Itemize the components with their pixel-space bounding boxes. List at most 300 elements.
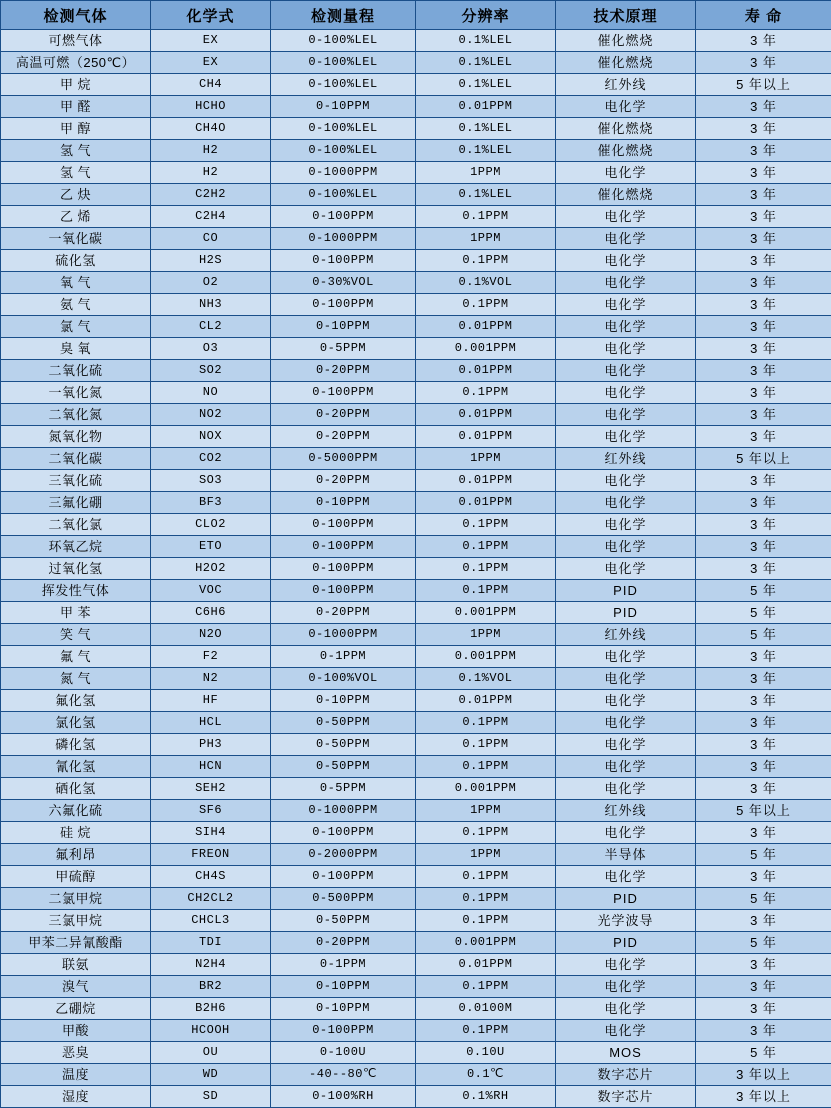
- table-row: [1, 294, 831, 316]
- cell-range: 0-10PPM: [271, 690, 416, 712]
- cell-formula: HCHO: [151, 96, 271, 118]
- cell-formula: BR2: [151, 976, 271, 998]
- cell-range: 0-100PPM: [271, 536, 416, 558]
- cell-range: 0-100U: [271, 1042, 416, 1064]
- cell-resolution: 0.1%VOL: [416, 272, 556, 294]
- cell-formula: H2: [151, 162, 271, 184]
- cell-range: 0-10PPM: [271, 998, 416, 1020]
- cell-technology: PID: [556, 888, 696, 910]
- cell-range: 0-20PPM: [271, 470, 416, 492]
- cell-gas: 二氧化氯: [1, 514, 151, 536]
- cell-technology: 电化学: [556, 712, 696, 734]
- cell-gas: 甲硫醇: [1, 866, 151, 888]
- cell-technology: 电化学: [556, 272, 696, 294]
- cell-gas: 三氯甲烷: [1, 910, 151, 932]
- cell-gas: 三氧化硫: [1, 470, 151, 492]
- column-header-resolution: 分辨率: [416, 1, 556, 30]
- cell-lifetime: 3 年: [696, 184, 831, 206]
- table-row: [1, 778, 831, 800]
- column-header-gas: 检测气体: [1, 1, 151, 30]
- cell-range: 0-30%VOL: [271, 272, 416, 294]
- cell-range: 0-1000PPM: [271, 800, 416, 822]
- cell-technology: 光学波导: [556, 910, 696, 932]
- cell-gas: 硅 烷: [1, 822, 151, 844]
- cell-gas: 高温可燃（250℃）: [1, 52, 151, 74]
- cell-lifetime: 3 年: [696, 778, 831, 800]
- cell-gas: 磷化氢: [1, 734, 151, 756]
- cell-lifetime: 3 年: [696, 514, 831, 536]
- cell-lifetime: 3 年: [696, 712, 831, 734]
- cell-gas: 氮 气: [1, 668, 151, 690]
- cell-resolution: 0.1PPM: [416, 536, 556, 558]
- cell-range: 0-100%LEL: [271, 140, 416, 162]
- cell-lifetime: 3 年: [696, 646, 831, 668]
- table-row: [1, 250, 831, 272]
- cell-gas: 乙 炔: [1, 184, 151, 206]
- cell-gas: 臭 氧: [1, 338, 151, 360]
- cell-resolution: 0.1PPM: [416, 734, 556, 756]
- cell-range: 0-20PPM: [271, 404, 416, 426]
- cell-technology: 电化学: [556, 756, 696, 778]
- cell-resolution: 0.01PPM: [416, 316, 556, 338]
- cell-range: 0-5PPM: [271, 778, 416, 800]
- cell-resolution: 1PPM: [416, 800, 556, 822]
- table-row: [1, 382, 831, 404]
- cell-formula: SEH2: [151, 778, 271, 800]
- table-row: [1, 844, 831, 866]
- cell-formula: C6H6: [151, 602, 271, 624]
- cell-resolution: 0.1%LEL: [416, 74, 556, 96]
- cell-technology: 红外线: [556, 448, 696, 470]
- cell-formula: CH4S: [151, 866, 271, 888]
- cell-formula: CH4: [151, 74, 271, 96]
- cell-lifetime: 3 年: [696, 96, 831, 118]
- cell-lifetime: 3 年: [696, 360, 831, 382]
- cell-lifetime: 3 年: [696, 118, 831, 140]
- cell-range: 0-10PPM: [271, 96, 416, 118]
- cell-resolution: 0.1%LEL: [416, 52, 556, 74]
- table-row: [1, 52, 831, 74]
- cell-technology: 电化学: [556, 294, 696, 316]
- cell-formula: CH4O: [151, 118, 271, 140]
- cell-range: 0-100PPM: [271, 382, 416, 404]
- cell-technology: 电化学: [556, 470, 696, 492]
- cell-formula: SF6: [151, 800, 271, 822]
- cell-lifetime: 5 年: [696, 580, 831, 602]
- cell-range: 0-1PPM: [271, 646, 416, 668]
- cell-gas: 甲 苯: [1, 602, 151, 624]
- cell-formula: ETO: [151, 536, 271, 558]
- cell-formula: CL2: [151, 316, 271, 338]
- cell-resolution: 0.1℃: [416, 1064, 556, 1086]
- cell-technology: 电化学: [556, 228, 696, 250]
- table-row: [1, 448, 831, 470]
- cell-formula: C2H2: [151, 184, 271, 206]
- cell-gas: 氢 气: [1, 140, 151, 162]
- cell-range: 0-50PPM: [271, 734, 416, 756]
- cell-resolution: 0.1PPM: [416, 888, 556, 910]
- table-row: [1, 646, 831, 668]
- cell-lifetime: 3 年: [696, 338, 831, 360]
- cell-technology: 电化学: [556, 866, 696, 888]
- cell-range: 0-100%VOL: [271, 668, 416, 690]
- cell-lifetime: 5 年以上: [696, 74, 831, 96]
- cell-resolution: 0.1PPM: [416, 580, 556, 602]
- cell-gas: 硫化氢: [1, 250, 151, 272]
- table-row: [1, 888, 831, 910]
- cell-technology: 电化学: [556, 734, 696, 756]
- cell-gas: 氧 气: [1, 272, 151, 294]
- cell-formula: CLO2: [151, 514, 271, 536]
- cell-range: 0-50PPM: [271, 910, 416, 932]
- cell-lifetime: 3 年: [696, 822, 831, 844]
- cell-lifetime: 3 年: [696, 954, 831, 976]
- cell-range: 0-50PPM: [271, 712, 416, 734]
- cell-range: 0-2000PPM: [271, 844, 416, 866]
- table-row: [1, 206, 831, 228]
- table-row: [1, 536, 831, 558]
- cell-range: 0-100PPM: [271, 250, 416, 272]
- cell-gas: 过氧化氢: [1, 558, 151, 580]
- cell-lifetime: 3 年: [696, 52, 831, 74]
- cell-gas: 氢 气: [1, 162, 151, 184]
- table-row: [1, 690, 831, 712]
- cell-formula: B2H6: [151, 998, 271, 1020]
- cell-formula: F2: [151, 646, 271, 668]
- cell-technology: 电化学: [556, 426, 696, 448]
- cell-formula: CHCL3: [151, 910, 271, 932]
- cell-gas: 可燃气体: [1, 30, 151, 52]
- cell-range: 0-100%RH: [271, 1086, 416, 1108]
- cell-formula: HCL: [151, 712, 271, 734]
- cell-technology: 红外线: [556, 74, 696, 96]
- cell-technology: 数字芯片: [556, 1086, 696, 1108]
- cell-range: -40--80℃: [271, 1064, 416, 1086]
- table-row: [1, 756, 831, 778]
- cell-gas: 二氧化硫: [1, 360, 151, 382]
- cell-resolution: 0.1PPM: [416, 382, 556, 404]
- cell-range: 0-100PPM: [271, 1020, 416, 1042]
- cell-technology: MOS: [556, 1042, 696, 1064]
- table-row: [1, 96, 831, 118]
- cell-lifetime: 5 年以上: [696, 800, 831, 822]
- cell-formula: HCN: [151, 756, 271, 778]
- cell-range: 0-100%LEL: [271, 74, 416, 96]
- cell-resolution: 1PPM: [416, 624, 556, 646]
- cell-technology: 电化学: [556, 954, 696, 976]
- cell-lifetime: 5 年: [696, 888, 831, 910]
- cell-range: 0-100PPM: [271, 822, 416, 844]
- cell-lifetime: 3 年: [696, 382, 831, 404]
- cell-gas: 甲苯二异氰酸酯: [1, 932, 151, 954]
- cell-gas: 二氧化碳: [1, 448, 151, 470]
- cell-lifetime: 3 年以上: [696, 1064, 831, 1086]
- cell-resolution: 0.001PPM: [416, 646, 556, 668]
- cell-formula: SO3: [151, 470, 271, 492]
- cell-range: 0-10PPM: [271, 316, 416, 338]
- cell-lifetime: 3 年: [696, 536, 831, 558]
- cell-gas: 一氧化碳: [1, 228, 151, 250]
- cell-range: 0-100%LEL: [271, 30, 416, 52]
- table-row: [1, 932, 831, 954]
- column-header-lifetime: 寿 命: [696, 1, 831, 30]
- cell-formula: CH2CL2: [151, 888, 271, 910]
- table-row: [1, 712, 831, 734]
- cell-technology: PID: [556, 932, 696, 954]
- cell-range: 0-1000PPM: [271, 228, 416, 250]
- cell-lifetime: 3 年: [696, 294, 831, 316]
- table-row: [1, 30, 831, 52]
- cell-formula: NO2: [151, 404, 271, 426]
- cell-technology: 电化学: [556, 206, 696, 228]
- cell-lifetime: 3 年: [696, 910, 831, 932]
- cell-gas: 甲 烷: [1, 74, 151, 96]
- cell-technology: 电化学: [556, 404, 696, 426]
- cell-resolution: 0.1%LEL: [416, 118, 556, 140]
- cell-lifetime: 3 年: [696, 228, 831, 250]
- cell-technology: 电化学: [556, 778, 696, 800]
- table-row: [1, 1020, 831, 1042]
- cell-resolution: 0.01PPM: [416, 360, 556, 382]
- cell-technology: PID: [556, 580, 696, 602]
- cell-technology: 电化学: [556, 976, 696, 998]
- cell-resolution: 0.1PPM: [416, 558, 556, 580]
- cell-gas: 六氟化硫: [1, 800, 151, 822]
- cell-formula: H2S: [151, 250, 271, 272]
- cell-technology: 电化学: [556, 338, 696, 360]
- column-header-technology: 技术原理: [556, 1, 696, 30]
- cell-formula: N2: [151, 668, 271, 690]
- table-row: [1, 360, 831, 382]
- cell-resolution: 1PPM: [416, 448, 556, 470]
- cell-range: 0-20PPM: [271, 932, 416, 954]
- cell-resolution: 0.1PPM: [416, 206, 556, 228]
- cell-lifetime: 3 年: [696, 30, 831, 52]
- cell-lifetime: 3 年: [696, 206, 831, 228]
- cell-range: 0-100PPM: [271, 206, 416, 228]
- table-row: [1, 118, 831, 140]
- cell-resolution: 0.1PPM: [416, 250, 556, 272]
- cell-technology: 电化学: [556, 360, 696, 382]
- cell-gas: 二氯甲烷: [1, 888, 151, 910]
- cell-formula: TDI: [151, 932, 271, 954]
- cell-resolution: 1PPM: [416, 228, 556, 250]
- cell-formula: NOX: [151, 426, 271, 448]
- cell-resolution: 0.01PPM: [416, 404, 556, 426]
- cell-gas: 湿度: [1, 1086, 151, 1108]
- cell-gas: 氯 气: [1, 316, 151, 338]
- cell-range: 0-10PPM: [271, 492, 416, 514]
- cell-formula: SIH4: [151, 822, 271, 844]
- cell-range: 0-100%LEL: [271, 52, 416, 74]
- table-row: [1, 910, 831, 932]
- cell-technology: 电化学: [556, 382, 696, 404]
- cell-lifetime: 3 年: [696, 162, 831, 184]
- cell-technology: 电化学: [556, 316, 696, 338]
- cell-resolution: 0.01PPM: [416, 690, 556, 712]
- cell-range: 0-100PPM: [271, 580, 416, 602]
- cell-range: 0-5PPM: [271, 338, 416, 360]
- table-row: [1, 602, 831, 624]
- cell-resolution: 0.0100M: [416, 998, 556, 1020]
- cell-lifetime: 3 年: [696, 558, 831, 580]
- cell-formula: OU: [151, 1042, 271, 1064]
- cell-gas: 甲 醛: [1, 96, 151, 118]
- cell-resolution: 0.1PPM: [416, 866, 556, 888]
- table-row: [1, 338, 831, 360]
- cell-range: 0-20PPM: [271, 426, 416, 448]
- cell-lifetime: 5 年: [696, 1042, 831, 1064]
- cell-lifetime: 3 年: [696, 866, 831, 888]
- cell-formula: SO2: [151, 360, 271, 382]
- cell-gas: 氟利昂: [1, 844, 151, 866]
- cell-lifetime: 3 年: [696, 426, 831, 448]
- table-row: [1, 470, 831, 492]
- cell-gas: 乙硼烷: [1, 998, 151, 1020]
- cell-formula: O3: [151, 338, 271, 360]
- cell-technology: 电化学: [556, 646, 696, 668]
- column-header-range: 检测量程: [271, 1, 416, 30]
- cell-lifetime: 3 年: [696, 756, 831, 778]
- table-row: [1, 140, 831, 162]
- cell-formula: N2H4: [151, 954, 271, 976]
- cell-resolution: 0.10U: [416, 1042, 556, 1064]
- cell-lifetime: 5 年: [696, 602, 831, 624]
- table-row: [1, 558, 831, 580]
- cell-resolution: 1PPM: [416, 162, 556, 184]
- cell-technology: 电化学: [556, 998, 696, 1020]
- column-header-formula: 化学式: [151, 1, 271, 30]
- cell-lifetime: 3 年: [696, 734, 831, 756]
- table-header-row: [1, 1, 831, 30]
- cell-range: 0-100PPM: [271, 514, 416, 536]
- cell-range: 0-100PPM: [271, 558, 416, 580]
- cell-technology: 电化学: [556, 162, 696, 184]
- cell-gas: 氟化氢: [1, 690, 151, 712]
- table-row: [1, 998, 831, 1020]
- cell-technology: 数字芯片: [556, 1064, 696, 1086]
- cell-lifetime: 3 年以上: [696, 1086, 831, 1108]
- cell-formula: H2: [151, 140, 271, 162]
- cell-technology: 红外线: [556, 624, 696, 646]
- cell-technology: 催化燃烧: [556, 30, 696, 52]
- cell-resolution: 0.001PPM: [416, 932, 556, 954]
- cell-range: 0-20PPM: [271, 360, 416, 382]
- cell-gas: 环氧乙烷: [1, 536, 151, 558]
- cell-lifetime: 3 年: [696, 998, 831, 1020]
- table-row: [1, 426, 831, 448]
- table-row: [1, 228, 831, 250]
- table-row: [1, 514, 831, 536]
- cell-gas: 三氟化硼: [1, 492, 151, 514]
- cell-formula: BF3: [151, 492, 271, 514]
- cell-lifetime: 3 年: [696, 250, 831, 272]
- table-row: [1, 1086, 831, 1108]
- cell-lifetime: 5 年: [696, 624, 831, 646]
- cell-gas: 恶臭: [1, 1042, 151, 1064]
- cell-technology: 半导体: [556, 844, 696, 866]
- table-row: [1, 1042, 831, 1064]
- cell-gas: 氨 气: [1, 294, 151, 316]
- cell-formula: PH3: [151, 734, 271, 756]
- cell-lifetime: 3 年: [696, 1020, 831, 1042]
- cell-range: 0-1000PPM: [271, 624, 416, 646]
- cell-lifetime: 3 年: [696, 976, 831, 998]
- cell-gas: 甲酸: [1, 1020, 151, 1042]
- cell-gas: 乙 烯: [1, 206, 151, 228]
- cell-gas: 二氧化氮: [1, 404, 151, 426]
- cell-formula: N2O: [151, 624, 271, 646]
- table-row: [1, 624, 831, 646]
- cell-resolution: 0.001PPM: [416, 602, 556, 624]
- cell-resolution: 0.1%LEL: [416, 30, 556, 52]
- cell-gas: 联氨: [1, 954, 151, 976]
- cell-technology: 电化学: [556, 558, 696, 580]
- cell-lifetime: 3 年: [696, 470, 831, 492]
- cell-technology: 催化燃烧: [556, 52, 696, 74]
- cell-resolution: 0.1PPM: [416, 976, 556, 998]
- cell-lifetime: 3 年: [696, 272, 831, 294]
- cell-formula: CO2: [151, 448, 271, 470]
- cell-range: 0-5000PPM: [271, 448, 416, 470]
- cell-gas: 甲 醇: [1, 118, 151, 140]
- cell-formula: NO: [151, 382, 271, 404]
- table-row: [1, 492, 831, 514]
- cell-technology: 电化学: [556, 1020, 696, 1042]
- cell-range: 0-10PPM: [271, 976, 416, 998]
- cell-lifetime: 5 年以上: [696, 448, 831, 470]
- cell-lifetime: 3 年: [696, 668, 831, 690]
- cell-technology: 电化学: [556, 514, 696, 536]
- cell-range: 0-100PPM: [271, 294, 416, 316]
- table-row: [1, 822, 831, 844]
- cell-resolution: 0.1PPM: [416, 514, 556, 536]
- cell-technology: 电化学: [556, 668, 696, 690]
- cell-resolution: 0.001PPM: [416, 338, 556, 360]
- cell-gas: 笑 气: [1, 624, 151, 646]
- cell-technology: 电化学: [556, 822, 696, 844]
- table-row: [1, 976, 831, 998]
- cell-resolution: 0.1PPM: [416, 756, 556, 778]
- table-header: [1, 1, 831, 30]
- cell-range: 0-50PPM: [271, 756, 416, 778]
- table-row: [1, 866, 831, 888]
- table-row: [1, 316, 831, 338]
- cell-lifetime: 5 年: [696, 844, 831, 866]
- table-row: [1, 184, 831, 206]
- cell-formula: C2H4: [151, 206, 271, 228]
- cell-resolution: 0.01PPM: [416, 492, 556, 514]
- cell-technology: 电化学: [556, 96, 696, 118]
- cell-resolution: 0.01PPM: [416, 954, 556, 976]
- cell-formula: H2O2: [151, 558, 271, 580]
- cell-resolution: 0.1PPM: [416, 712, 556, 734]
- cell-range: 0-1PPM: [271, 954, 416, 976]
- table-row: [1, 800, 831, 822]
- cell-range: 0-20PPM: [271, 602, 416, 624]
- cell-gas: 氮氧化物: [1, 426, 151, 448]
- cell-resolution: 0.001PPM: [416, 778, 556, 800]
- cell-formula: HF: [151, 690, 271, 712]
- cell-technology: 催化燃烧: [556, 118, 696, 140]
- cell-range: 0-100%LEL: [271, 184, 416, 206]
- cell-range: 0-1000PPM: [271, 162, 416, 184]
- cell-lifetime: 3 年: [696, 404, 831, 426]
- cell-technology: 电化学: [556, 250, 696, 272]
- cell-technology: 电化学: [556, 536, 696, 558]
- table-row: [1, 580, 831, 602]
- cell-resolution: 0.01PPM: [416, 426, 556, 448]
